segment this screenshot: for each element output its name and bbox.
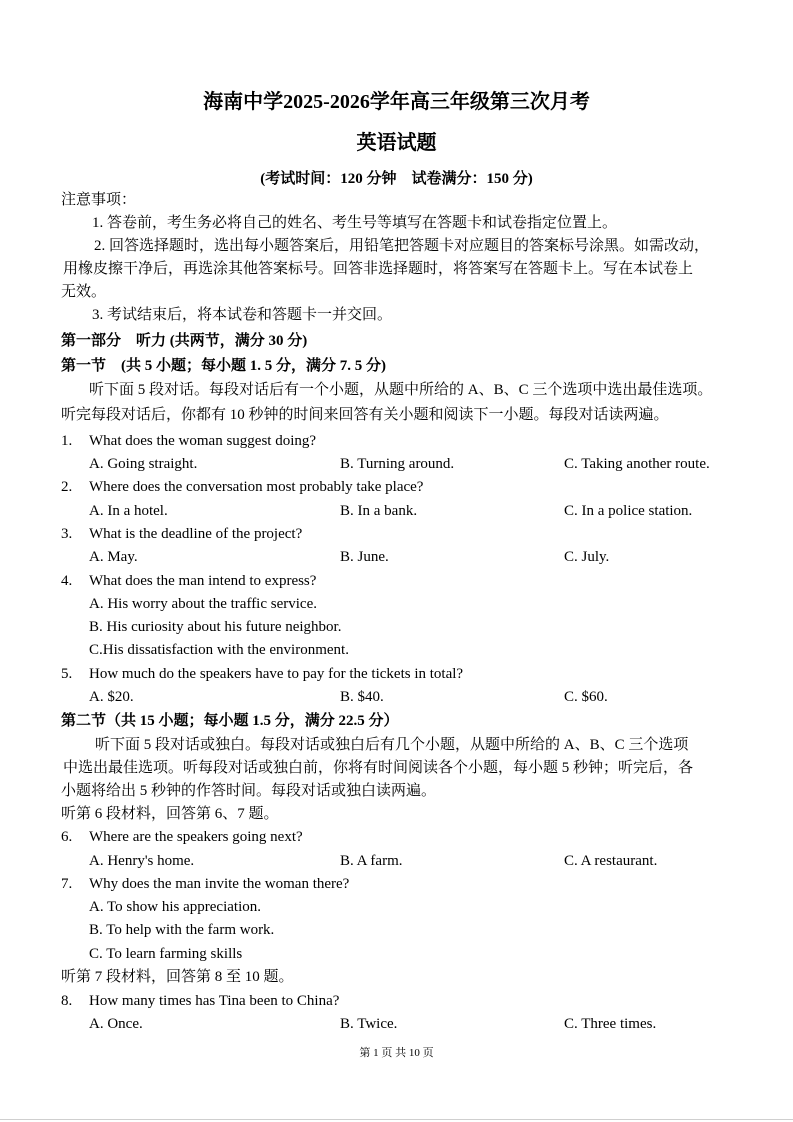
section2-intro-end: 小题将给出 5 秒钟的作答时间。每段对话或独白读两遍。 [61,783,437,799]
section1-intro-cont: 听完每段对话后，你都有 10 秒钟的时间来回答有关小题和阅读下一小题。每段对话读两遍。 [61,407,669,423]
option-b: B. His curiosity about his future neighbor. [89,619,342,635]
option-c: C. July. [564,549,610,565]
option-a: A. In a hotel. [89,503,168,519]
note-item-2-cont: 用橡皮擦干净后，再选涂其他答案标号。回答非选择题时，将答案写在答题卡上。写在本试卷上 [63,261,694,277]
question-text: What is the deadline of the project? [89,526,303,542]
option-b: B. A farm. [340,853,403,869]
question-number: 6. [61,829,73,845]
option-b: B. Turning around. [340,456,455,472]
question-text: What does the woman suggest doing? [89,433,317,449]
question-number: 5. [61,666,73,682]
question-text: Why does the man invite the woman there? [89,876,350,892]
question-number: 1. [61,433,73,449]
exam-title: 海南中学2025-2026学年高三年级第三次月考 [203,91,590,113]
question-number: 8. [61,993,73,1009]
option-b: B. In a bank. [340,503,418,519]
option-a: A. Henry's home. [89,853,195,869]
question-number: 4. [61,573,73,589]
option-c: C.His dissatisfaction with the environment. [89,642,349,658]
notes-heading: 注意事项： [61,192,137,208]
option-b: B. $40. [340,689,384,705]
note-item-3: 3. 考试结束后，将本试卷和答题卡一并交回。 [92,307,393,323]
option-c: C. A restaurant. [564,853,658,869]
question-number: 3. [61,526,73,542]
option-a: A. His worry about the traffic service. [89,596,317,612]
option-c: C. Taking another route. [564,456,710,472]
note-item-1: 1. 答卷前，考生务必将自己的姓名、考生号等填写在答题卡和试卷指定位置上。 [92,215,618,231]
question-number: 2. [61,479,73,495]
bottom-divider [0,1119,793,1120]
option-c: C. In a police station. [564,503,693,519]
option-b: B. June. [340,549,389,565]
subject-title: 英语试题 [356,132,437,154]
option-a: A. To show his appreciation. [89,899,261,915]
section2-intro: 听下面 5 段对话或独白。每段对话或独白后有几个小题，从题中所给的 A、B、C 三个选项 [95,737,689,753]
option-a: A. Once. [89,1016,143,1032]
note-item-2: 2. 回答选择题时，选出每小题答案后，用铅笔把答题卡对应题目的答案标号涂黑。如需改动， [94,238,710,254]
exam-info: (考试时间：120 分钟 试卷满分：150 分) [260,171,533,187]
question-text: Where does the conversation most probably take place? [89,479,424,495]
question-text: Where are the speakers going next? [89,829,303,845]
question-number: 7. [61,876,73,892]
option-a: A. $20. [89,689,134,705]
question-text: How much do the speakers have to pay for the tickets in total? [89,666,464,682]
material-6-instruction: 听第 6 段材料，回答第 6、7 题。 [61,806,279,822]
page-footer: 第 1 页 共 10 页 [359,1047,434,1059]
section2-intro-cont: 中选出最佳选项。听每段对话或独白前，你将有时间阅读各个小题，每小题 5 秒钟；听完后，各 [63,760,694,776]
part1-heading: 第一部分 听力 (共两节，满分 30 分) [61,333,308,349]
question-text: What does the man intend to express? [89,573,317,589]
option-a: A. May. [89,549,138,565]
option-c: C. $60. [564,689,608,705]
section1-intro: 听下面 5 段对话。每段对话后有一个小题，从题中所给的 A、B、C 三个选项中选出最佳选项。 [89,382,713,398]
option-c: C. Three times. [564,1016,657,1032]
section2-heading: 第二节（共 15 小题；每小题 1.5 分，满分 22.5 分） [61,713,399,729]
option-c: C. To learn farming skills [89,946,243,962]
note-item-2-end: 无效。 [61,284,107,300]
material-7-instruction: 听第 7 段材料，回答第 8 至 10 题。 [61,969,294,985]
option-b: B. Twice. [340,1016,398,1032]
question-text: How many times has Tina been to China? [89,993,340,1009]
option-b: B. To help with the farm work. [89,922,275,938]
option-a: A. Going straight. [89,456,198,472]
section1-heading: 第一节 (共 5 小题；每小题 1. 5 分，满分 7. 5 分) [61,358,386,374]
